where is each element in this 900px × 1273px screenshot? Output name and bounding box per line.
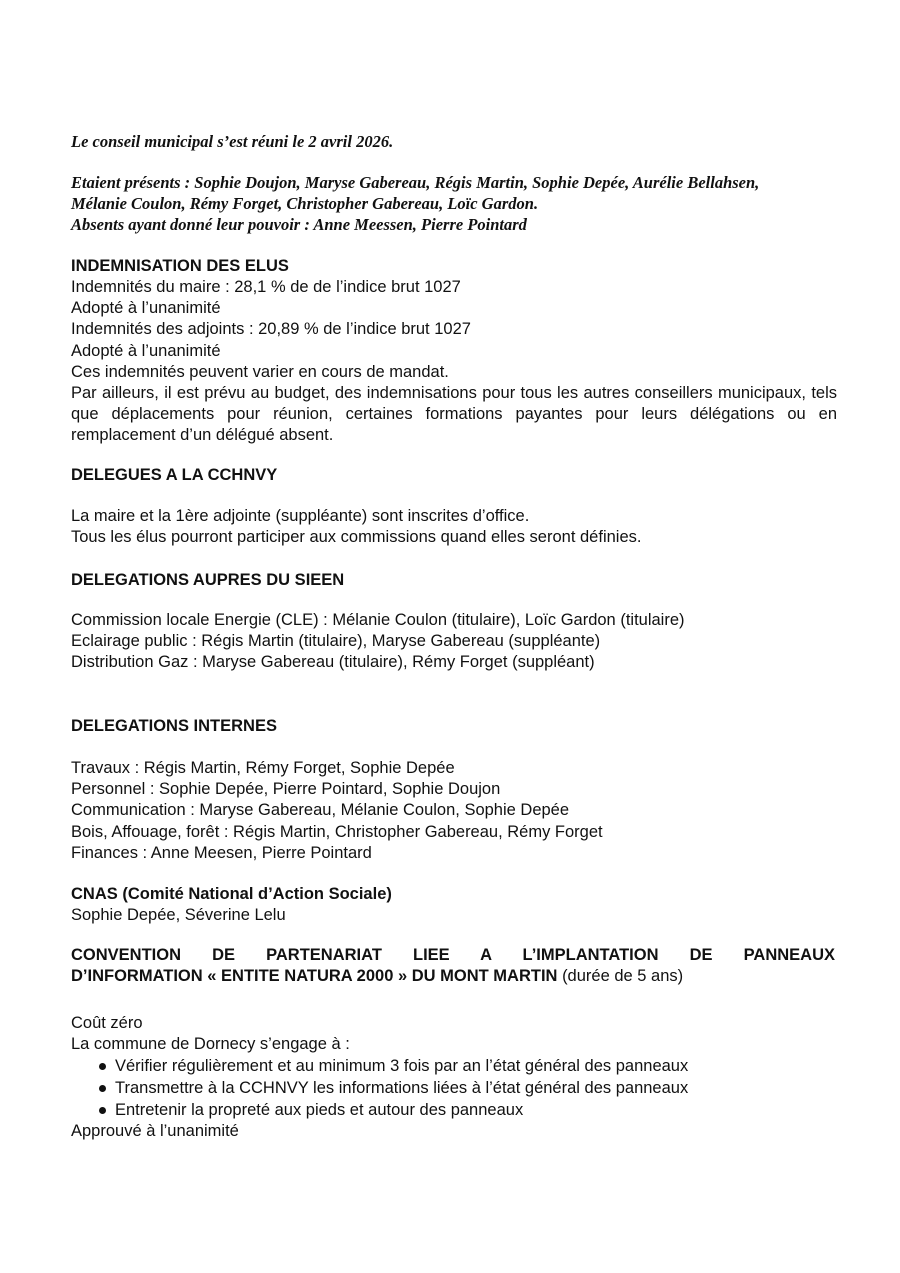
attendance-block [71,172,851,235]
bullet-icon [99,1085,106,1092]
section-cnas [71,884,837,926]
text-line: Eclairage public : Régis Martin (titulaire), Maryse Gabereau (suppléante) [71,632,601,651]
text-line: Bois, Affouage, forêt : Régis Martin, Christopher Gabereau, Rémy Forget [71,822,603,841]
text-line: Travaux : Régis Martin, Rémy Forget, Sophie Depée [71,759,455,777]
absent-line: Absents ayant donné leur pouvoir : Anne Meessen, Pierre Pointard [71,215,527,234]
present-line-2: Mélanie Coulon, Rémy Forget, Christopher Gabereau, Loïc Gardon. [71,194,539,213]
heading-line-2: D’INFORMATION « ENTITE NATURA 2000 » DU MONT MARTIN [71,967,558,985]
text-line: Approuvé à l’unanimité [71,1122,239,1141]
text-line: La maire et la 1ère adjointe (suppléante) sont inscrites d’office. [71,507,530,525]
text-line: Ces indemnités peuvent varier en cours de mandat. [71,362,449,381]
text-line: Finances : Anne Meesen, Pierre Pointard [71,843,372,862]
text-line: Adopté à l’unanimité [71,341,221,360]
text-line: La commune de Dornecy s’engage à : [71,1035,350,1054]
text-line: Tous les élus pourront participer aux commissions quand elles seront définies. [71,528,642,547]
text-line: Personnel : Sophie Depée, Pierre Pointard, Sophie Doujon [71,780,501,799]
present-line-1: Etaient présents : Sophie Doujon, Maryse Gabereau, Régis Martin, Sophie Depée, Aurélie Bellahsen, [71,173,760,192]
section-heading: INDEMNISATION DES ELUS [71,257,289,275]
section-heading: CONVENTION DE PARTENARIAT LIEE A L’IMPLANTATION DE PANNEAUX [71,946,835,964]
section-heading: CNAS (Comité National d’Action Sociale) [71,885,392,903]
section-internes [71,716,837,737]
engagement-list [71,1055,837,1121]
section-heading-continued [71,966,835,987]
section-convention [71,945,835,987]
text-line: Indemnités du maire : 28,1 % de de l’indice brut 1027 [71,278,461,296]
meeting-intro [71,131,851,152]
list-item: Vérifier régulièrement et au minimum 3 fois par an l’état général des panneaux [98,1055,837,1077]
text-line: Commission locale Energie (CLE) : Mélanie Coulon (titulaire), Loïc Gardon (titulaire) [71,611,685,629]
text-line: Adopté à l’unanimité [71,299,221,318]
text-line: Coût zéro [71,1014,143,1032]
text-line: Sophie Depée, Séverine Lelu [71,906,286,924]
list-item: Entretenir la propreté aux pieds et autour des panneaux [98,1099,837,1121]
text-line: Distribution Gaz : Maryse Gabereau (titulaire), Rémy Forget (suppléant) [71,653,595,672]
bullet-icon [99,1107,106,1114]
convention-body [71,1013,837,1143]
section-indemnisation [71,256,837,447]
list-item: Transmettre à la CCHNVY les informations liées à l’état général des panneaux [98,1077,837,1099]
text-line: Communication : Maryse Gabereau, Mélanie Coulon, Sophie Depée [71,801,570,820]
indemnisation-paragraph: Par ailleurs, il est prévu au budget, des indemnisations pour tous les autres conseillers municipaux, tels que déplacements pour réunion, certaines formations payantes pour leurs délégations ou en remplacement d’un délégué absent. [71,384,837,445]
section-sieen [71,570,837,591]
section-heading: DELEGUES A LA CCHNVY [71,466,278,484]
meeting-date-line: Le conseil municipal s’est réuni le 2 avril 2026. [71,132,394,151]
section-cchnvy [71,465,837,486]
section-heading: DELEGATIONS AUPRES DU SIEEN [71,571,345,589]
internes-body [71,758,837,864]
section-heading: DELEGATIONS INTERNES [71,717,277,735]
duration-note: (durée de 5 ans) [562,967,684,985]
bullet-icon [99,1063,106,1070]
sieen-body [71,610,837,674]
cchnvy-body [71,506,837,548]
text-line: Indemnités des adjoints : 20,89 % de l’indice brut 1027 [71,320,471,339]
